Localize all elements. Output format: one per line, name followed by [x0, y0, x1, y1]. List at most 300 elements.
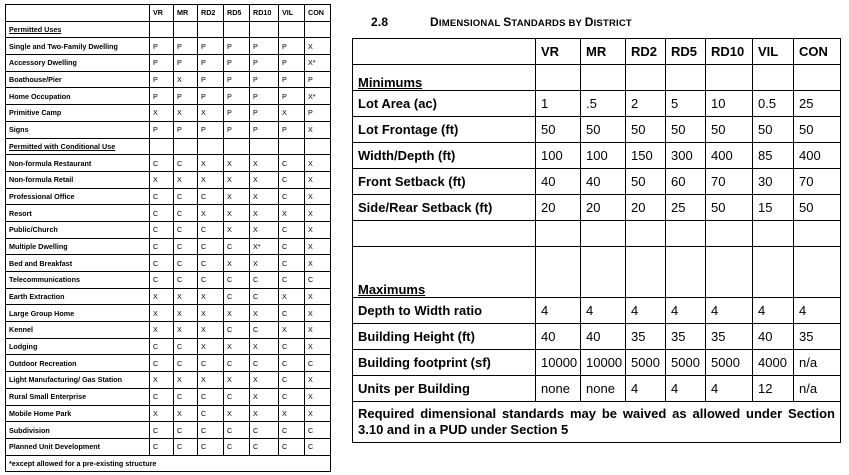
empty-cell	[250, 138, 279, 155]
empty-cell	[626, 221, 666, 247]
use-row	[6, 288, 331, 305]
use-col-header: MR	[174, 5, 198, 22]
use-code: C	[150, 438, 174, 455]
use-code: X	[150, 322, 174, 339]
use-code: C	[198, 238, 224, 255]
use-code: C	[150, 272, 174, 289]
use-code: P	[250, 71, 279, 88]
title-part: ISTRICT	[593, 18, 632, 29]
use-name: Signs	[6, 121, 150, 138]
use-name: Outdoor Recreation	[6, 355, 150, 372]
empty-cell	[224, 138, 250, 155]
dim-value: 0.5	[753, 91, 794, 117]
use-row	[6, 438, 331, 455]
dim-table-body	[353, 65, 841, 443]
use-code: X	[198, 322, 224, 339]
dim-section-heading: Maximums	[353, 247, 536, 298]
empty-cell	[666, 65, 706, 91]
use-code: X	[305, 121, 331, 138]
use-code: X	[174, 105, 198, 122]
dim-label: Width/Depth (ft)	[353, 143, 536, 169]
use-code: X	[279, 105, 305, 122]
use-row	[6, 255, 331, 272]
use-code: C	[198, 188, 224, 205]
dim-value: 4	[666, 376, 706, 402]
dim-label: Lot Area (ac)	[353, 91, 536, 117]
use-name: Multiple Dwelling	[6, 238, 150, 255]
empty-cell	[753, 65, 794, 91]
dim-value: 12	[753, 376, 794, 402]
note-row	[353, 402, 841, 443]
use-code: P	[174, 38, 198, 55]
use-col-header: VIL	[279, 5, 305, 22]
use-code: X	[250, 255, 279, 272]
use-code: X	[150, 105, 174, 122]
use-code: X	[250, 155, 279, 172]
empty-cell	[174, 138, 198, 155]
use-code: X	[150, 171, 174, 188]
use-code: C	[174, 238, 198, 255]
use-code: C	[224, 355, 250, 372]
dim-value: 70	[706, 169, 753, 195]
use-col-header: CON	[305, 5, 331, 22]
dim-value: 5000	[706, 350, 753, 376]
dim-value: 20	[626, 195, 666, 221]
use-code: P	[198, 38, 224, 55]
use-code: X	[174, 288, 198, 305]
dim-value: 50	[626, 169, 666, 195]
dim-value: 50	[794, 117, 841, 143]
use-code: X	[224, 205, 250, 222]
use-code: C	[279, 238, 305, 255]
empty-cell	[581, 221, 626, 247]
use-code: C	[305, 422, 331, 439]
use-col-header: RD2	[198, 5, 224, 22]
empty-cell	[794, 65, 841, 91]
empty-cell	[626, 65, 666, 91]
dim-table-header-row	[353, 39, 841, 65]
use-code: X	[250, 188, 279, 205]
dim-value: 300	[666, 143, 706, 169]
dim-value: n/a	[794, 350, 841, 376]
dim-label: Front Setback (ft)	[353, 169, 536, 195]
dim-row	[353, 117, 841, 143]
use-code: X	[224, 255, 250, 272]
use-code: X	[224, 372, 250, 389]
dim-value: 5000	[666, 350, 706, 376]
empty-cell	[666, 221, 706, 247]
use-code: P	[224, 71, 250, 88]
use-code: X	[305, 255, 331, 272]
use-row	[6, 171, 331, 188]
use-code: C	[305, 355, 331, 372]
dim-label: Building Height (ft)	[353, 324, 536, 350]
dim-row	[353, 143, 841, 169]
dim-value: 4	[706, 376, 753, 402]
dim-value: 50	[666, 117, 706, 143]
use-code: C	[150, 338, 174, 355]
dim-col-header: VIL	[753, 39, 794, 65]
use-code: X	[150, 305, 174, 322]
use-code: C	[174, 422, 198, 439]
use-code: X*	[250, 238, 279, 255]
title-part: IMENSIONAL	[438, 18, 504, 29]
section-title-text	[430, 15, 632, 29]
dim-row	[353, 169, 841, 195]
dim-label: Units per Building	[353, 376, 536, 402]
empty-cell	[626, 247, 666, 298]
section-number: 2.8	[371, 15, 389, 29]
dim-value: 100	[581, 143, 626, 169]
use-code: C	[198, 272, 224, 289]
use-name: Public/Church	[6, 221, 150, 238]
use-code: X	[279, 205, 305, 222]
use-code: C	[174, 355, 198, 372]
dim-value: 50	[536, 117, 581, 143]
dim-label: Lot Frontage (ft)	[353, 117, 536, 143]
dim-value: 15	[753, 195, 794, 221]
use-name: Subdivision	[6, 422, 150, 439]
use-code: P	[224, 38, 250, 55]
use-code: C	[224, 322, 250, 339]
dim-value: 400	[706, 143, 753, 169]
use-code: X	[305, 155, 331, 172]
empty-cell	[150, 138, 174, 155]
dim-table-corner	[353, 39, 536, 65]
dim-value: 20	[536, 195, 581, 221]
footnote: *except allowed for a pre-existing structure	[6, 455, 331, 472]
dim-value: 50	[626, 117, 666, 143]
use-code: X	[224, 338, 250, 355]
use-row	[6, 71, 331, 88]
use-code: P	[279, 38, 305, 55]
use-row	[6, 388, 331, 405]
empty-cell	[150, 21, 174, 38]
dim-label: Building footprint (sf)	[353, 350, 536, 376]
dim-col-header: RD2	[626, 39, 666, 65]
empty-cell	[279, 138, 305, 155]
use-code: C	[174, 221, 198, 238]
use-code: C	[279, 155, 305, 172]
section-title	[371, 15, 632, 29]
use-code: C	[279, 188, 305, 205]
use-row	[6, 38, 331, 55]
dim-row	[353, 298, 841, 324]
use-name: Kennel	[6, 322, 150, 339]
dim-row	[353, 376, 841, 402]
use-code: P	[305, 105, 331, 122]
dim-value: none	[536, 376, 581, 402]
use-code: C	[279, 305, 305, 322]
dim-col-header: RD10	[706, 39, 753, 65]
use-name: Resort	[6, 205, 150, 222]
footnote-row	[6, 455, 331, 472]
empty-cell	[198, 138, 224, 155]
use-code: X	[279, 405, 305, 422]
empty-cell	[753, 221, 794, 247]
use-code: P	[224, 55, 250, 72]
empty-cell	[706, 65, 753, 91]
use-name: Large Group Home	[6, 305, 150, 322]
use-code: X	[305, 372, 331, 389]
title-part: S	[503, 15, 512, 29]
use-name: Planned Unit Development	[6, 438, 150, 455]
dim-value: 5	[666, 91, 706, 117]
use-code: C	[224, 288, 250, 305]
use-code: C	[250, 272, 279, 289]
use-code: C	[150, 388, 174, 405]
use-code: X	[174, 322, 198, 339]
dim-value: 35	[626, 324, 666, 350]
use-code: X	[305, 221, 331, 238]
use-code: P	[250, 55, 279, 72]
dim-value: 40	[581, 324, 626, 350]
use-code: X	[198, 105, 224, 122]
use-row	[6, 422, 331, 439]
dim-value: 40	[581, 169, 626, 195]
dim-value: 4	[626, 376, 666, 402]
use-row	[6, 272, 331, 289]
use-code: C	[174, 155, 198, 172]
use-code: C	[250, 322, 279, 339]
use-row	[6, 405, 331, 422]
use-code: X	[198, 155, 224, 172]
dim-value: 50	[794, 195, 841, 221]
use-code: X	[250, 405, 279, 422]
use-code: X	[198, 171, 224, 188]
use-row	[6, 338, 331, 355]
use-code: X	[198, 288, 224, 305]
empty-cell	[536, 65, 581, 91]
use-name: Primitive Camp	[6, 105, 150, 122]
use-code: C	[198, 255, 224, 272]
use-code: C	[150, 221, 174, 238]
use-code: P	[150, 121, 174, 138]
use-code: X	[305, 405, 331, 422]
use-name: Mobile Home Park	[6, 405, 150, 422]
dim-value: 2	[626, 91, 666, 117]
use-code: P	[150, 88, 174, 105]
use-code: C	[174, 255, 198, 272]
use-code: P	[279, 88, 305, 105]
empty-cell	[174, 21, 198, 38]
use-code: X	[305, 288, 331, 305]
dim-value: 35	[794, 324, 841, 350]
use-code: X	[250, 171, 279, 188]
waiver-note: Required dimensional standards may be waived as allowed under Section 3.10 and in a PUD under Section 5	[353, 402, 841, 443]
use-code: C	[150, 255, 174, 272]
use-code: C	[224, 238, 250, 255]
use-name: Telecommunications	[6, 272, 150, 289]
use-row	[6, 322, 331, 339]
use-table-body	[6, 21, 331, 472]
dim-value: .5	[581, 91, 626, 117]
use-code: X	[174, 71, 198, 88]
use-name: Rural Small Enterprise	[6, 388, 150, 405]
use-code: C	[150, 205, 174, 222]
use-row	[6, 188, 331, 205]
use-code: C	[279, 422, 305, 439]
dim-value: 4	[706, 298, 753, 324]
use-code: P	[198, 55, 224, 72]
use-code: P	[224, 105, 250, 122]
use-name: Lodging	[6, 338, 150, 355]
use-code: P	[174, 121, 198, 138]
use-code: C	[250, 422, 279, 439]
empty-cell	[536, 221, 581, 247]
use-code: X	[174, 372, 198, 389]
use-code: X	[305, 205, 331, 222]
use-code: C	[279, 221, 305, 238]
dim-value: 40	[536, 169, 581, 195]
use-name: Earth Extraction	[6, 288, 150, 305]
use-code: C	[174, 438, 198, 455]
permitted-uses-table	[5, 4, 331, 472]
use-code: P	[150, 55, 174, 72]
dim-col-header: CON	[794, 39, 841, 65]
use-code: C	[150, 155, 174, 172]
use-code: X	[305, 388, 331, 405]
use-code: X	[224, 221, 250, 238]
use-code: X	[198, 338, 224, 355]
dim-value: 4	[794, 298, 841, 324]
dim-value: 150	[626, 143, 666, 169]
dim-value: 4000	[753, 350, 794, 376]
use-name: Accessory Dwelling	[6, 55, 150, 72]
section-heading-row	[6, 138, 331, 155]
section-heading: Permitted Uses	[6, 21, 150, 38]
dim-value: 50	[753, 117, 794, 143]
use-table-header-row	[6, 5, 331, 22]
empty-cell	[794, 247, 841, 298]
dim-value: 5000	[626, 350, 666, 376]
empty-cell	[706, 221, 753, 247]
empty-cell	[581, 65, 626, 91]
use-row	[6, 155, 331, 172]
use-code: P	[198, 121, 224, 138]
use-code: P	[250, 121, 279, 138]
dimensional-standards-table	[352, 38, 841, 443]
use-code: X	[305, 305, 331, 322]
dim-value: 4	[581, 298, 626, 324]
dim-col-header: RD5	[666, 39, 706, 65]
use-name: Home Occupation	[6, 88, 150, 105]
empty-cell	[753, 247, 794, 298]
dim-value: 100	[536, 143, 581, 169]
use-code: C	[224, 422, 250, 439]
dim-section-heading: Minimums	[353, 65, 536, 91]
use-col-header: RD5	[224, 5, 250, 22]
use-code: P	[198, 71, 224, 88]
use-code: P	[250, 105, 279, 122]
use-code: C	[174, 388, 198, 405]
title-part: D	[430, 15, 439, 29]
use-row	[6, 305, 331, 322]
dim-value: 10	[706, 91, 753, 117]
use-code: X	[198, 305, 224, 322]
use-code: C	[279, 355, 305, 372]
dim-value: 4	[536, 298, 581, 324]
use-code: C	[305, 272, 331, 289]
use-code: C	[224, 272, 250, 289]
use-code: P	[150, 71, 174, 88]
dim-col-header: VR	[536, 39, 581, 65]
use-row	[6, 205, 331, 222]
use-code: C	[198, 355, 224, 372]
use-code: X	[174, 171, 198, 188]
use-row	[6, 221, 331, 238]
use-code: C	[198, 438, 224, 455]
use-code: X	[224, 155, 250, 172]
use-code: X	[224, 305, 250, 322]
use-name: Non-formula Restaurant	[6, 155, 150, 172]
dim-value: 4	[666, 298, 706, 324]
use-code: C	[150, 355, 174, 372]
use-code: P	[250, 38, 279, 55]
use-code: X	[279, 322, 305, 339]
empty-cell	[353, 221, 536, 247]
use-code: X	[305, 171, 331, 188]
use-table-corner	[6, 5, 150, 22]
use-col-header: RD10	[250, 5, 279, 22]
use-code: P	[198, 88, 224, 105]
use-code: P	[174, 55, 198, 72]
empty-cell	[706, 247, 753, 298]
spacer-row	[353, 221, 841, 247]
use-row	[6, 105, 331, 122]
use-row	[6, 121, 331, 138]
use-code: P	[279, 121, 305, 138]
dim-value: 10000	[581, 350, 626, 376]
use-name: Professional Office	[6, 188, 150, 205]
use-code: X	[279, 288, 305, 305]
use-code: X	[305, 238, 331, 255]
dim-value: 60	[666, 169, 706, 195]
use-code: C	[174, 338, 198, 355]
dim-value: none	[581, 376, 626, 402]
use-name: Boathouse/Pier	[6, 71, 150, 88]
dim-value: 25	[666, 195, 706, 221]
use-code: C	[279, 272, 305, 289]
empty-cell	[198, 21, 224, 38]
use-code: P	[279, 55, 305, 72]
dim-value: 1	[536, 91, 581, 117]
use-code: X	[305, 338, 331, 355]
use-code: C	[174, 272, 198, 289]
use-code: C	[279, 388, 305, 405]
dim-value: 10000	[536, 350, 581, 376]
empty-cell	[224, 21, 250, 38]
dim-value: 50	[706, 117, 753, 143]
use-code: C	[279, 171, 305, 188]
dim-label: Side/Rear Setback (ft)	[353, 195, 536, 221]
dim-label: Depth to Width ratio	[353, 298, 536, 324]
use-code: C	[198, 405, 224, 422]
empty-cell	[250, 21, 279, 38]
title-part: D	[584, 15, 594, 29]
use-code: C	[174, 188, 198, 205]
dim-value: 70	[794, 169, 841, 195]
dim-value: 40	[753, 324, 794, 350]
dim-value: 35	[706, 324, 753, 350]
use-code: C	[279, 338, 305, 355]
dim-value: 35	[666, 324, 706, 350]
dim-value: n/a	[794, 376, 841, 402]
use-code: X	[250, 338, 279, 355]
dim-value: 4	[753, 298, 794, 324]
use-code: P	[250, 88, 279, 105]
use-row	[6, 372, 331, 389]
